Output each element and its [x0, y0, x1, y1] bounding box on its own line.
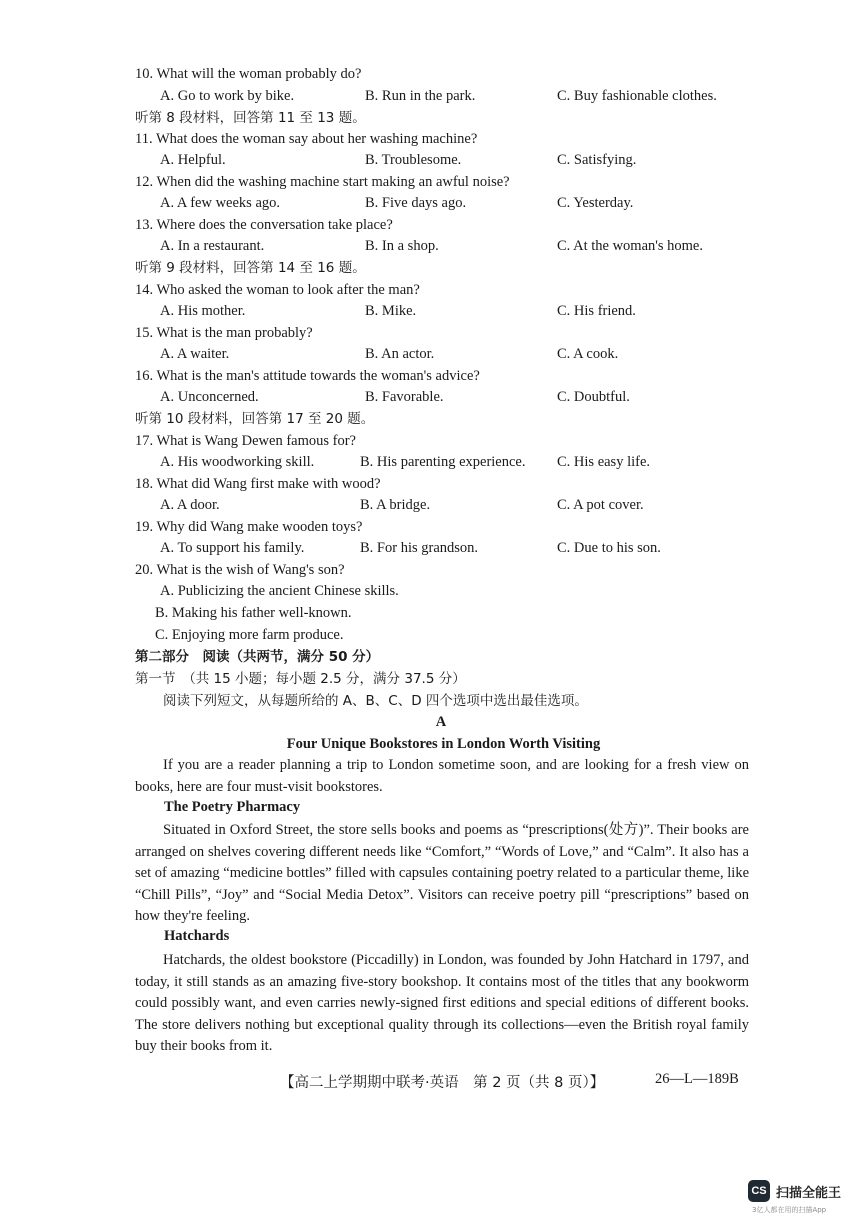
passage-hatchards	[135, 950, 749, 1058]
page-footer-title: 【高二上学期期中联考·英语 第 2 页（共 8 页）】	[280, 1075, 605, 1091]
option-15a: A. A waiter.	[160, 346, 230, 362]
question-16: 16. What is the man's attitude towards the woman's advice?	[135, 368, 480, 384]
part2-title: 第二部分 阅读（共两节，满分 50 分）	[135, 649, 380, 665]
option-13a: A. In a restaurant.	[160, 238, 265, 254]
question-18: 18. What did Wang first make with wood?	[135, 476, 381, 492]
question-14: 14. Who asked the woman to look after the man?	[135, 282, 420, 298]
scanner-tagline: 3亿人都在用的扫描App	[752, 1206, 827, 1214]
option-19c: C. Due to his son.	[557, 540, 661, 556]
option-19b: B. For his grandson.	[360, 540, 479, 556]
option-10c: C. Buy fashionable clothes.	[557, 88, 717, 104]
page-footer-code: 26—L—189B	[655, 1071, 739, 1087]
hatchards-paragraph: Hatchards, the oldest bookstore (Piccadilly) in London, was founded by John Hatchard in 1797, and today, it still stands as an amazing five-story bookshop. It contains most of the titles that any bookworm could possibly want, and even carries newly-signed first editions and special editions of different books. The store delivers nothing but exceptional quality through its collections—even the British royal family buy their books from it.	[135, 952, 749, 1055]
option-12b: B. Five days ago.	[365, 195, 467, 211]
option-15c: C. A cook.	[557, 346, 619, 362]
option-12a: A. A few weeks ago.	[160, 195, 281, 211]
option-20b: B. Making his father well-known.	[155, 605, 352, 621]
section-header-10: 听第 10 段材料，回答第 17 至 20 题。	[135, 411, 375, 427]
option-10b: B. Run in the park.	[365, 88, 476, 104]
option-19a: A. To support his family.	[160, 540, 305, 556]
part2-instruction: 阅读下列短文，从每题所给的 A、B、C、D 四个选项中选出最佳选项。	[163, 693, 588, 709]
option-16a: A. Unconcerned.	[160, 389, 259, 405]
option-11a: A. Helpful.	[160, 152, 226, 168]
scanner-watermark	[748, 1180, 841, 1202]
option-12c: C. Yesterday.	[557, 195, 634, 211]
question-11: 11. What does the woman say about her washing machine?	[135, 131, 478, 147]
camscanner-logo-icon: CS	[748, 1180, 770, 1202]
poetry-pharmacy-paragraph: Situated in Oxford Street, the store sells books and poems as “prescriptions(处方)”. Their books are arranged on shelves covering different needs like “Comfort,” “Words of Love,” and “Calm”. It also has a set of amazing “medicine bottles” filled with capsules containing poetry related to a particular theme, like “Chill Pills”, “Joy” and “Social Media Detox”. Visitors can receive poetry pill “prescriptions” based on how they're feeling.	[135, 822, 749, 925]
subheading-hatchards: Hatchards	[164, 928, 230, 944]
intro-paragraph: If you are a reader planning a trip to London sometime soon, and are looking for a fresh view on books, here are four must-visit bookstores.	[135, 757, 749, 795]
option-11c: C. Satisfying.	[557, 152, 637, 168]
question-20: 20. What is the wish of Wang's son?	[135, 562, 345, 578]
option-15b: B. An actor.	[365, 346, 435, 362]
question-10: 10. What will the woman probably do?	[135, 66, 362, 82]
passage-title: Four Unique Bookstores in London Worth Visiting	[286, 736, 601, 752]
subheading-poetry-pharmacy: The Poetry Pharmacy	[164, 799, 301, 815]
option-14b: B. Mike.	[365, 303, 417, 319]
option-20c: C. Enjoying more farm produce.	[155, 627, 344, 643]
option-13b: B. In a shop.	[365, 238, 439, 254]
option-18c: C. A pot cover.	[557, 497, 644, 513]
question-13: 13. Where does the conversation take place?	[135, 217, 393, 233]
option-17a: A. His woodworking skill.	[160, 454, 315, 470]
option-10a: A. Go to work by bike.	[160, 88, 295, 104]
option-17b: B. His parenting experience.	[360, 454, 526, 470]
option-13c: C. At the woman's home.	[557, 238, 703, 254]
option-17c: C. His easy life.	[557, 454, 651, 470]
passage-label: A	[435, 714, 447, 730]
question-15: 15. What is the man probably?	[135, 325, 313, 341]
option-18a: A. A door.	[160, 497, 220, 513]
scanner-app-name: 扫描全能王	[776, 1185, 842, 1201]
passage-intro	[135, 755, 749, 798]
section-header-9: 听第 9 段材料，回答第 14 至 16 题。	[135, 260, 366, 276]
question-17: 17. What is Wang Dewen famous for?	[135, 433, 356, 449]
option-14a: A. His mother.	[160, 303, 246, 319]
passage-poetry-pharmacy	[135, 820, 749, 928]
section-header-8: 听第 8 段材料，回答第 11 至 13 题。	[135, 110, 366, 126]
question-19: 19. Why did Wang make wooden toys?	[135, 519, 363, 535]
option-16b: B. Favorable.	[365, 389, 444, 405]
question-12: 12. When did the washing machine start making an awful noise?	[135, 174, 510, 190]
option-11b: B. Troublesome.	[365, 152, 462, 168]
option-18b: B. A bridge.	[360, 497, 431, 513]
option-16c: C. Doubtful.	[557, 389, 630, 405]
option-20a: A. Publicizing the ancient Chinese skills.	[160, 583, 399, 599]
part2-section1: 第一节 （共 15 小题；每小题 2.5 分，满分 37.5 分）	[135, 671, 466, 687]
option-14c: C. His friend.	[557, 303, 636, 319]
